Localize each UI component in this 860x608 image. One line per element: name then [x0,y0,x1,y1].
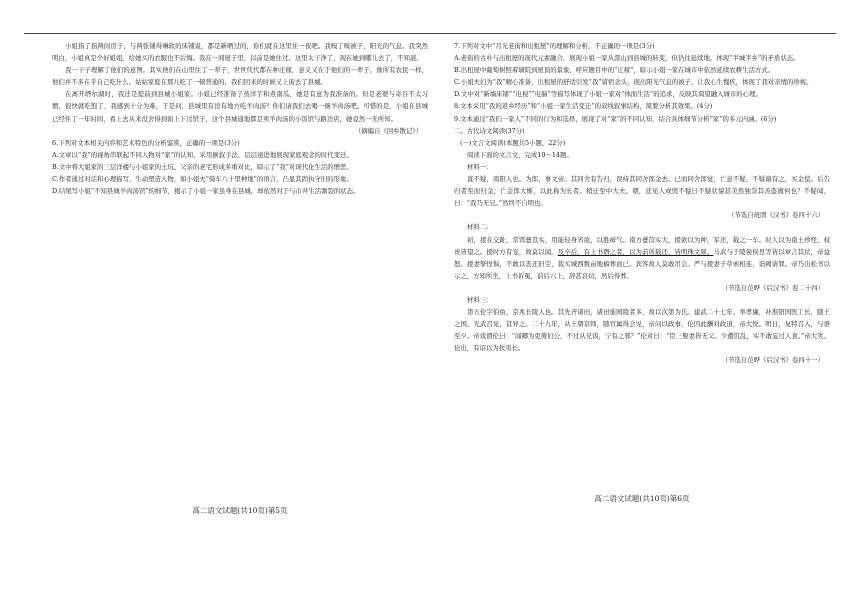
material-1-source: （节选自班固《汉书》卷四十六） [728,211,824,220]
page-6 [454,40,830,367]
option-6c: C.作者通过对话和心理描写，生动塑造人物，如小姐夫“骑车八十里种地”的语言，凸显其固执守旧的形象。 [52,175,353,184]
material-1-title: 材料一： [467,162,493,171]
page-footer-6: 高二语文试题(共10页)第6页 [594,494,690,503]
top-rule [24,33,836,34]
material-2-text-post: 马武与于陵侯侯昱等皆以章言其状，帝益怒。援妻孥惶惧，不敢以丧还旧茔，裁买城西数亩地槁葬而已。宾客故人莫敢吊会。严与援妻子草索相连，诣阙请罪。帝乃出松书以示之，方知所坐，上书诉冤，前后六上，辞甚哀切，然后得葬。 [454,247,830,280]
instruction: 阅读下面的文言文，完成10～14题。 [467,150,573,159]
material-3-source: （节选自范晔《后汉书》卷四十一） [721,356,824,365]
option-6d: D.结尾写小姐“不知县城羊肉汤馆”的细节，揭示了小姐一家虽身在县城，却依然对于与市井生活割裂的状态。 [52,187,360,196]
material-2-text-pre: 初，援在交趾，常饵薏苡实，用能轻身省欲，以胜瘴气。南方薏苡实大，援欲以为种，军还，载之一车。时人以为南土珍怪，权贵皆望之。援时方有宠，故莫以闻。 [454,235,830,256]
option-6b: B.文中将大姐家的三层洋楼与小姐家的土坑、父亲的老宅形成多重对比，暗示了“我”对现代化生活的憎恶。 [52,162,353,171]
passage-source: （摘编自《回乡散记》） [354,126,422,135]
section-heading: 二、古代诗文阅读(37分) [454,126,525,135]
subsection-heading: (一)文言文阅读(本题共5小题，22分) [460,138,566,147]
question-9: 9.文本通过“我们一家人”不同的行为和选择，展现了对“家”的不同认知，结合具体细节分析“家”的多元内涵。(6分) [454,114,777,123]
question-8: 8.文本采用“我的返乡经历”和“小姐一家生活变迁”的双线叙事结构，简要分析其效果。(4分) [454,102,713,111]
option-6a: A.文章以“我”的视角串联起不同人物对“家”的认知，采用倒叙手法，层层递进地展现家庭观念的时代变迁。 [52,150,353,159]
question-6: 6.下列对文本相关内容和艺术特色的分析鉴赏，正确的一项是(3分) [52,138,240,147]
material-2-source: （节选自范晔《后汉书》卷二十四） [721,283,824,292]
question-7: 7.下列对文中“月光老街和出租屋”的理解和分析，不正确的一项是(3分) [454,42,655,50]
option-7d: D.文中对“新墙床铺”“电视”“电脑”等描写体现了小姐一家对“体面生活”的追求，反映其渴望融入城市的心理。 [454,90,762,99]
passage-paragraph: 我一下子理解了他们的意图。其实他们在山里住了一辈子，世世代代都在种庄稼，意义又在于他们的一辈子。像所有农民一样，他们并不多在乎自己吃什么。姑姑家庭在那儿吃了一顿普通的，我们回来的时候又上街去了县城。 [52,66,428,87]
page-footer-5: 高二语文试题(共10页)第5页 [192,506,288,515]
passage-paragraph: 小姐指了指两间房子，与两张铺得琳软的床铺说，都是新晒过的，你们就在这里住一夜吧。我嗅了嗅被子，阳光的气息。我突然明白，小姐真是个好姐姐，给她买的衣服也不后悔。我在一间屋子里，以前是她住过。这里太干净了，现在她到哪儿去了，不知道。 [52,42,428,63]
option-7b: B.出租屋中葡萄树照着墙院到屋顶的景象，呼应题目中的“庄稼”，暗示小姐一家在城市中依然延续农耕生活方式。 [454,66,775,75]
option-7c: C.小姐夫妇为“我”精心准备，出租屋的舒适引发“我”留宿念头，现出阳光气息的被子，让我心生愧疚，体现了我对亲情的珍视。 [454,78,813,87]
page-5 [52,40,428,197]
material-3-text: 第五伦字伯鱼，京兆长陵人也。其先齐诸田，诸田徙园陵者多，故以次第为氏。建武二十七年，举孝廉，补淮阳国医工长，随王之国。光武召见，甚异之。二十九年，从王朝京师，随官属得会见，帝问以政事，伦因此酬对政道，帝大悦。明日，复特召入，与语至夕。帝戏谓伦曰：“闻卿为吏篣妇公，不过从兄饭，宁有之邪？”伦对曰：“臣三娶妻皆无父。少遭饥乱，实不敢妄过人食。”帝大笑。伦出，有诏以为扶夷长。 [454,308,830,353]
material-3-title: 材料三： [467,295,493,304]
material-2-text [454,234,830,282]
material-2-title: 材料二： [467,223,493,232]
passage-paragraph: 在离开塔尔湖时，我还是提前到县城小姐家。小姐已经准备了蒸洋芋和煮南瓜，她是有意为我准备的。但是老婆与奇谷不太习惯，很快就吃饱了，我感到十分为难，于是问，县城里有没有地方吃羊肉汤？你们请我们去喝一碗羊肉汤吧。可惜的是，小姐在县城已经住了一年时间，看上去从来没舍得到街上下过馆子，这个县城通地都是卖羊肉汤的小饭馆与路边店，她竟然一无所知。 [52,90,428,123]
material-1-text: 直不疑，南阳人也。为郎，事文帝。其同舍有告归，误持其同舍郎金去。已而同舍郎觉，亡意不疑，不疑谢有之，买金偿。后告归者至而归金，亡金郎大惭，以此称为长者。稍迁至中大夫。朝，廷见人或毁不疑曰不疑状貌甚美然独奈其善盗嫂何也？不疑闻，曰：“我乃无兄。”然终不自明也。 [454,175,830,208]
material-2-underlined-sentence: 及卒后，有上书谮之者，以为前所载还，皆明珠文犀。 [557,247,714,256]
option-7a: A.老街的古朴与出租屋的现代元素融合，展现小姐一家从深山到县城的转变，但仍往延续地，体现“半城半乡”的矛盾状态。 [454,54,800,63]
